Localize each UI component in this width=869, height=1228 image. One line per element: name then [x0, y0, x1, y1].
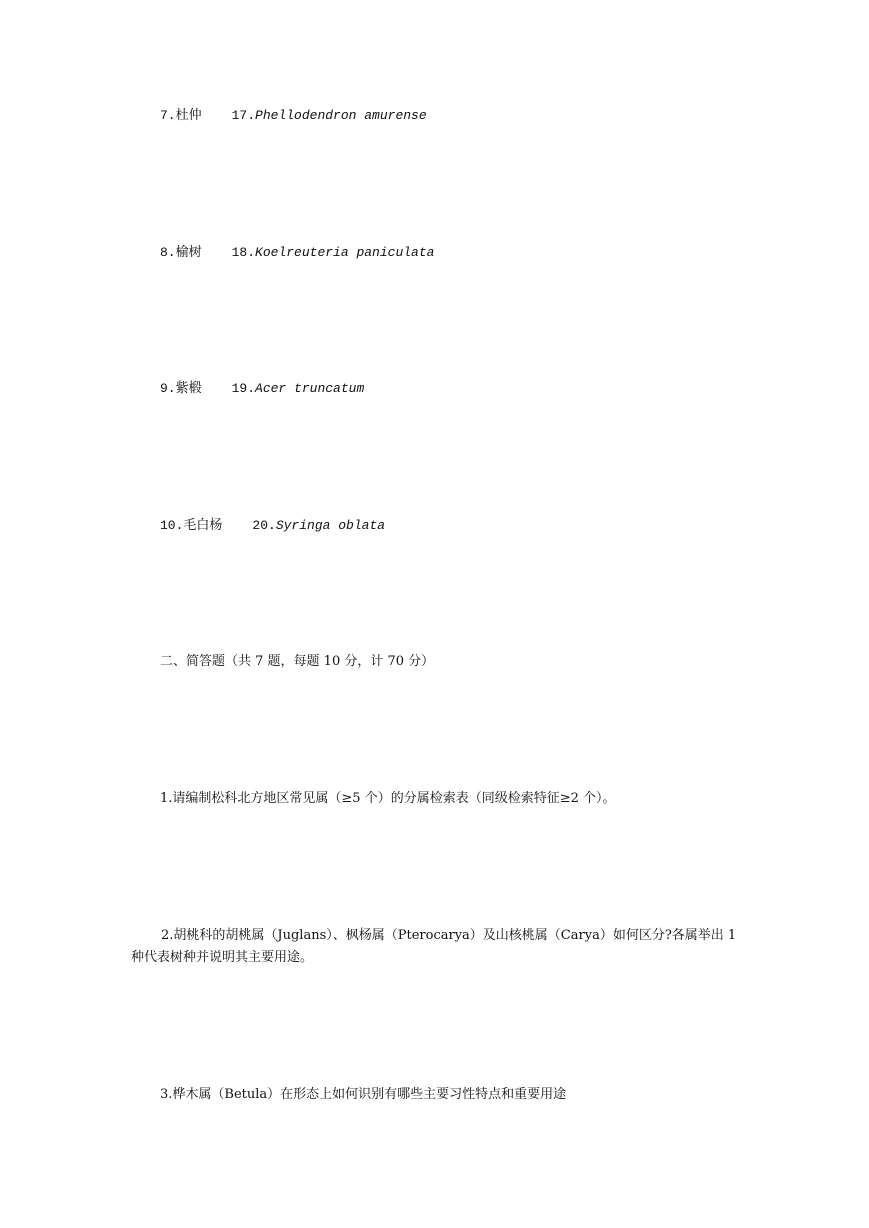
- question-2: 2.胡桃科的胡桃属（Juglans）、枫杨属（Pterocarya）及山核桃属（Carya）如何区分?各属举出 1 种代表树种并说明其主要用途。: [131, 928, 737, 965]
- item-row-10: [160, 517, 385, 535]
- question-1: 1.请编制松科北方地区常见属（≥5 个）的分属检索表（同级检索特征≥2 个）。: [160, 791, 616, 806]
- item-row-8: [160, 244, 434, 262]
- scientific-name: Syringa oblata: [275, 518, 386, 533]
- item-number: 7.: [160, 108, 176, 123]
- question-3: 3.桦木属（Betula）在形态上如何识别有哪些主要习性特点和重要用途: [160, 1087, 567, 1102]
- section-heading: 二、简答题（共 7 题，每题 10 分，计 70 分）: [160, 654, 435, 669]
- scientific-name: Koelreuteria paniculata: [255, 245, 435, 260]
- item-number: 10.: [160, 518, 184, 533]
- item-number: 9.: [160, 381, 176, 396]
- item-number: 8.: [160, 245, 176, 260]
- item-row-9: [160, 380, 364, 398]
- item-number: 18.: [231, 245, 256, 260]
- chinese-name: 紫椴: [175, 381, 202, 396]
- chinese-name: 毛白杨: [183, 518, 223, 533]
- item-number: 17.: [231, 108, 256, 123]
- scientific-name: Phellodendron amurense: [255, 108, 427, 123]
- chinese-name: 榆树: [175, 245, 202, 260]
- item-number: 19.: [231, 381, 256, 396]
- chinese-name: 杜仲: [175, 108, 202, 123]
- scientific-name: Acer truncatum: [255, 381, 365, 396]
- item-number: 20.: [252, 518, 276, 533]
- item-row-7: [160, 107, 427, 125]
